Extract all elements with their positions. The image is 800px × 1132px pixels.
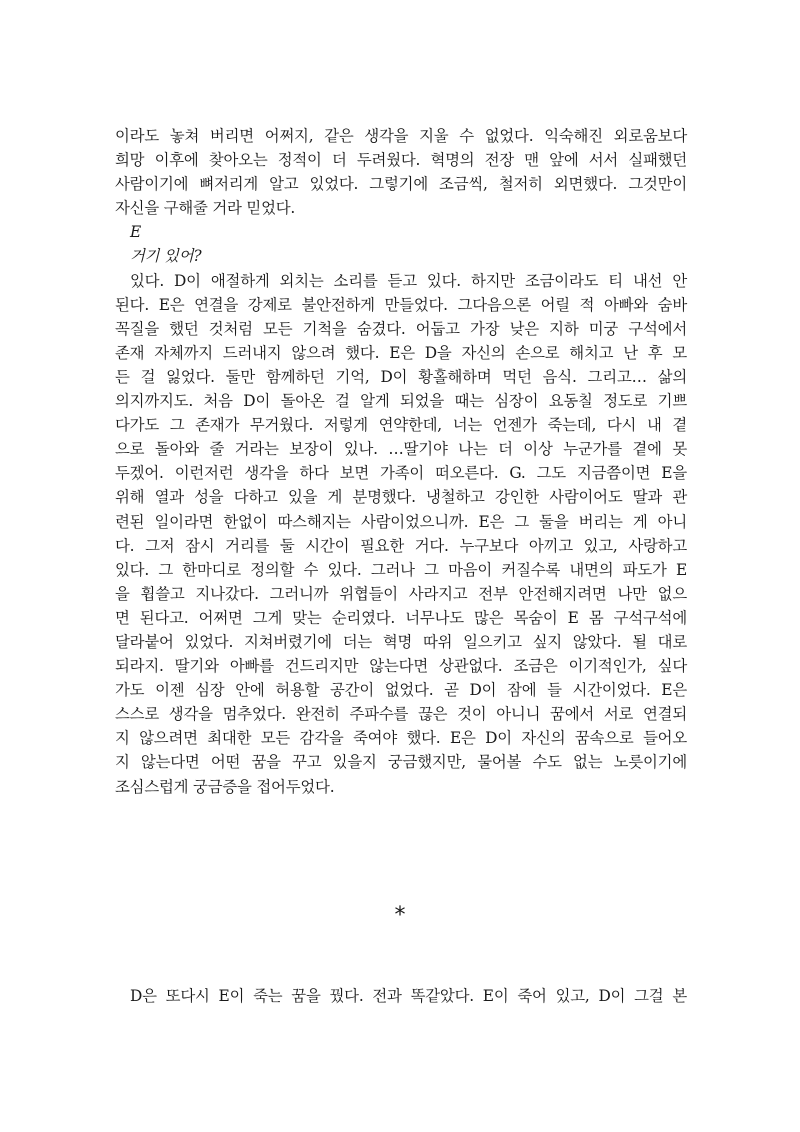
text-line: 있다. D이 애절하게 외치는 소리를 듣고 있다. 하지만 조금이라도 티 내선 안 — [130, 271, 687, 290]
text-line: 사람이기에 뼈저리게 알고 있었다. 그렇기에 조금씩, 철저히 외면했다. 그것만이 — [115, 175, 687, 194]
text-line: 든 걸 잃었다. 둘만 함께하던 기억, D이 황홀해하며 먹던 음식. 그리고… 삶의 — [115, 367, 687, 386]
next-section — [115, 984, 687, 1008]
text-line: 스스로 생각을 멈추었다. 완전히 주파수를 끊은 것이 아니니 꿈에서 서로 연결되 — [115, 705, 687, 724]
text-line: 을 휩쓸고 지나갔다. 그러니까 위협들이 사라지고 전부 안전해지려면 나만 없으 — [115, 584, 687, 603]
text-line: 위해 열과 성을 다하고 있을 게 분명했다. 냉철하고 강인한 사람이어도 딸과 관 — [115, 488, 687, 507]
text-line: 다. 그저 잠시 거리를 둘 시간이 필요한 거다. 누구보다 아끼고 있고, 사랑하고 — [115, 536, 687, 555]
italic-dialogue: 거기 있어? — [130, 247, 202, 266]
text-line: 지 않는다면 어떤 꿈을 꾸고 있을지 궁금했지만, 물어볼 수도 없는 노릇이기에 — [115, 753, 687, 772]
text-line: 되라지. 딸기와 아빠를 건드리지만 않는다면 상관없다. 조금은 이기적인가, 싶다 — [115, 657, 687, 676]
text-line: 있다. 그 한마디로 정의할 수 있다. 그러나 그 마음이 커질수록 내면의 파도가 E — [115, 560, 687, 579]
text-line: 련된 일이라면 한없이 따스해지는 사람이었으니까. E은 그 둘을 버리는 게 아니 — [115, 512, 687, 531]
text-line: 의지까지도. 처음 D이 돌아온 걸 알게 되었을 때는 심장이 요동칠 정도로 기쁘 — [115, 392, 687, 411]
text-line: 가도 이젠 심장 안에 허용할 공간이 없었다. 곧 D이 잠에 들 시간이었다. E은 — [115, 681, 687, 700]
text-line: 이라도 놓쳐 버리면 어쩌지, 같은 생각을 지울 수 없었다. 익숙해진 외로움보다 — [115, 127, 687, 145]
text-line: 면 된다고. 어쩌면 그게 맞는 순리였다. 너무나도 많은 목숨이 E 몸 구석구석에 — [115, 608, 687, 627]
section-separator: * — [394, 903, 406, 928]
text-line: 두겠어. 이런저런 생각을 하다 보면 가족이 떠오른다. G. 그도 지금쯤이면 E을 — [115, 464, 687, 483]
text-line: 존재 자체까지 드러내지 않으려 했다. E은 D을 자신의 손으로 해치고 난 후 모 — [115, 343, 687, 362]
document-body — [115, 124, 687, 799]
text-line: 지 않으려면 최대한 모든 감각을 죽여야 했다. E은 D이 자신의 꿈속으로 들어오 — [115, 729, 687, 748]
text-line: 조심스럽게 궁금증을 접어두었다. — [115, 777, 335, 796]
text-line: 된다. E은 연결을 강제로 불안전하게 만들었다. 그다음으론 어릴 적 아빠와 숨바 — [115, 295, 687, 314]
text-line: 자신을 구해줄 거라 믿었다. — [115, 199, 296, 218]
text-line: D은 또다시 E이 죽는 꿈을 꿨다. 전과 똑같았다. E이 죽어 있고, D이 그걸 본 — [130, 987, 687, 1005]
text-line: 희망 이후에 찾아오는 정적이 더 두려웠다. 혁명의 전장 맨 앞에 서서 실패했던 — [115, 151, 687, 170]
text-line: 달라붙어 있었다. 지쳐버렸기에 더는 혁명 따위 일으키고 싶지 않았다. 될 대로 — [115, 632, 687, 651]
text-line: 으로 돌아와 줄 거라는 보장이 있나. …딸기야 나는 더 이상 누군가를 곁에 못 — [115, 440, 687, 459]
text-line: 다가도 그 존재가 무거웠다. 저렇게 연약한데, 너는 언젠가 죽는데, 다시 내 곁 — [115, 416, 687, 435]
text-line: 꼭질을 했던 것처럼 모든 기척을 숨겼다. 어둡고 가장 낮은 지하 미궁 구석에서 — [115, 319, 687, 338]
speaker-label: E — [130, 223, 142, 242]
